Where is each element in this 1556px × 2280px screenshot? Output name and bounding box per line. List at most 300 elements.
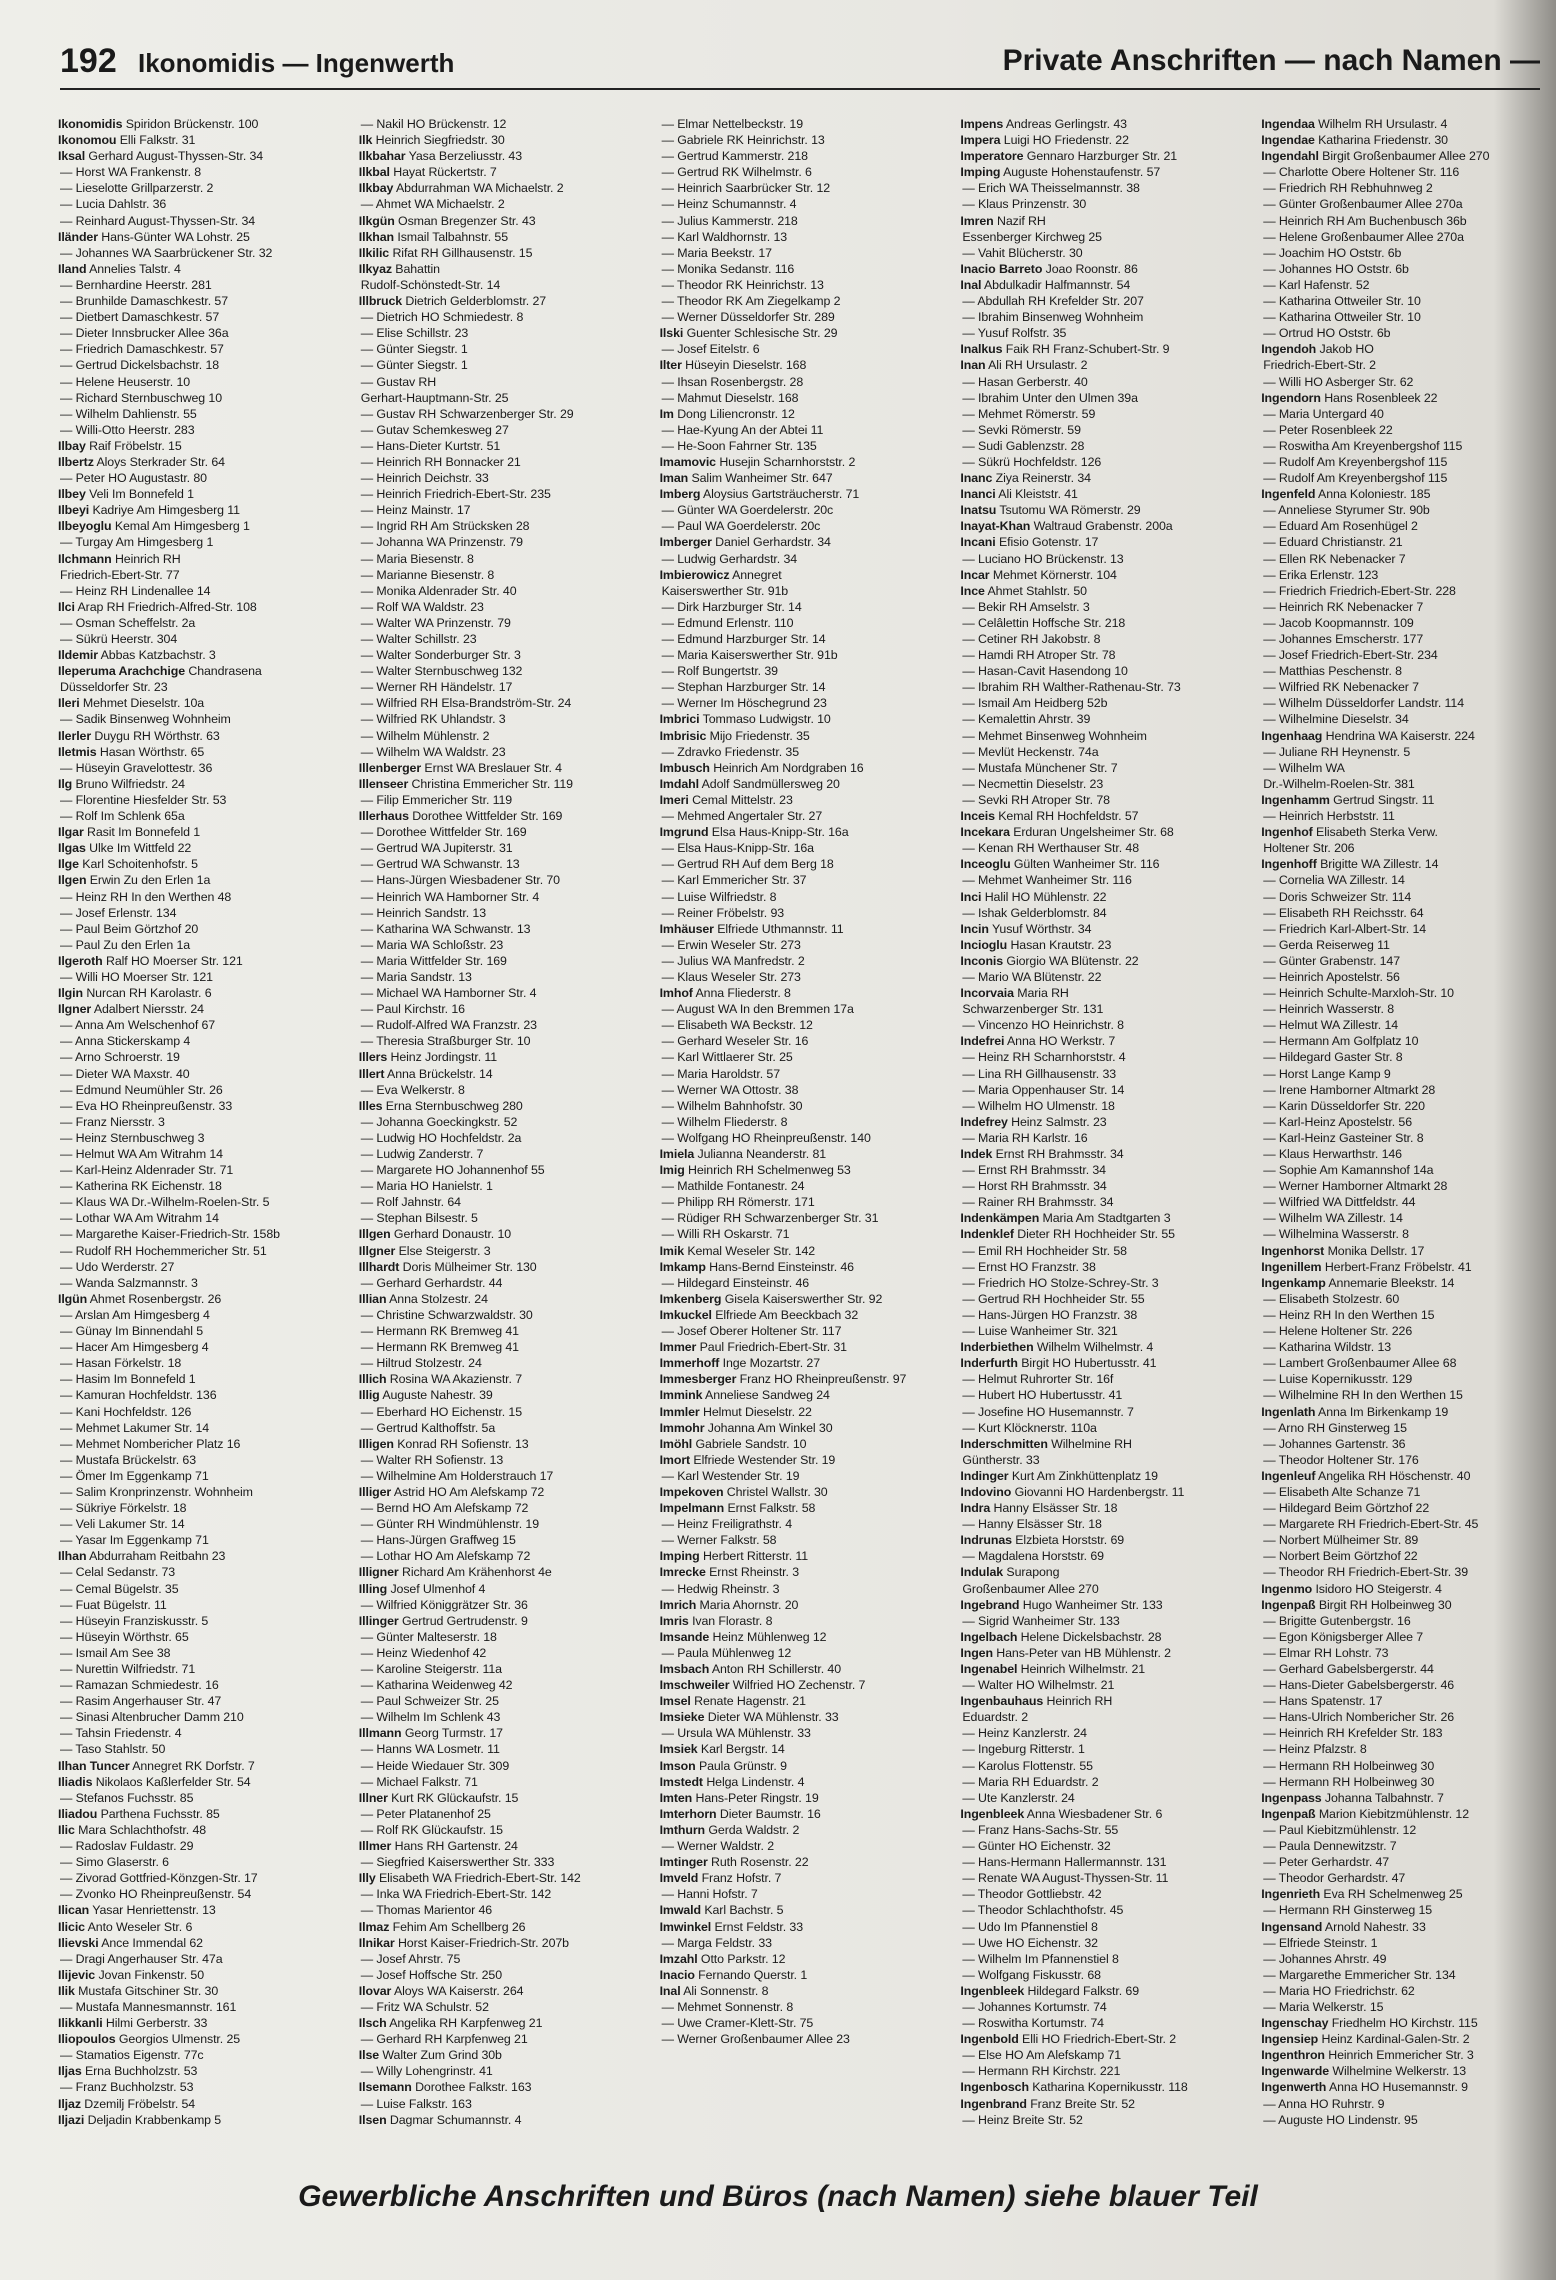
directory-entry [960, 148, 1247, 164]
entry-details: Ernst Feldstr. 33 [714, 1919, 803, 1934]
directory-entry [660, 1049, 947, 1065]
directory-entry [1261, 1387, 1548, 1403]
entry-details: Yasa Berzeliusstr. 43 [408, 149, 523, 164]
entry-surname: Incekara [960, 825, 1010, 840]
directory-entry [960, 261, 1247, 277]
entry-details: Gertrud Singstr. 11 [1333, 792, 1435, 807]
entry-details: Waltraud Grabenstr. 200a [1033, 519, 1173, 534]
entry-details: — Sükrü Hochfeldstr. 126 [962, 454, 1102, 469]
directory-entry [359, 1935, 646, 1951]
entry-surname: Ingendaa [1261, 117, 1315, 131]
directory-entry [960, 1902, 1247, 1918]
entry-surname: Ilik [58, 1983, 75, 1998]
entry-details: — Heinrich RH Krefelder Str. 183 [1263, 1726, 1443, 1741]
directory-entry [660, 937, 947, 953]
directory-entry [660, 1017, 947, 1033]
entry-details: Kemal Am Himgesberg 1 [114, 519, 250, 534]
entry-surname: Imping [960, 165, 1001, 180]
entry-details: — Heinrich Friedrich-Ebert-Str. 235 [360, 487, 551, 502]
entry-details: — Johannes Emscherstr. 177 [1263, 632, 1424, 646]
directory-entry [359, 808, 646, 824]
entry-details: — Thomas Marientor 46 [360, 1903, 493, 1918]
directory-entry [660, 422, 947, 438]
entry-details: — Ihsan Rosenbergstr. 28 [661, 374, 804, 389]
directory-entry [1261, 1613, 1548, 1629]
entry-details: — Sigrid Wanheimer Str. 133 [962, 1613, 1120, 1628]
directory-entry [359, 293, 646, 309]
directory-entry [960, 374, 1247, 390]
entry-details: Hanny Elsässer Str. 18 [993, 1501, 1118, 1516]
entry-surname: Inanci [960, 487, 996, 502]
entry-details: — Egon Königsberger Allee 7 [1263, 1629, 1424, 1644]
entry-details: Bruno Wilfriedstr. 24 [75, 776, 185, 791]
entry-details: Gerhart-Hauptmann-Str. 25 [360, 390, 509, 405]
entry-details: — Maria Untergard 40 [1263, 406, 1384, 421]
directory-entry [359, 2063, 646, 2079]
entry-details: Otto Parkstr. 12 [700, 1951, 786, 1966]
entry-details: Hasan Wörthstr. 65 [99, 744, 205, 759]
entry-details: Annemarie Bleekstr. 14 [1328, 1275, 1455, 1290]
entry-details: Rifat RH Gillhausenstr. 15 [392, 245, 533, 260]
directory-entry [960, 1854, 1247, 1870]
directory-entry [58, 213, 345, 229]
entry-details: — Peter HO Augustastr. 80 [60, 471, 207, 486]
directory-entry [359, 1597, 646, 1613]
entry-details: — Helmut WA Am Witrahm 14 [60, 1147, 223, 1161]
entry-details: Helmut Dieselstr. 22 [702, 1404, 812, 1419]
entry-surname: Immer [659, 1340, 697, 1355]
directory-entry [960, 196, 1247, 212]
entry-details: Ali RH Ursulastr. 2 [988, 358, 1088, 373]
entry-details: — Wilhelm Fliederstr. 8 [661, 1114, 788, 1129]
entry-surname: Ingenhof [1261, 825, 1313, 840]
directory-entry [660, 1548, 947, 1564]
directory-entry [58, 2015, 345, 2031]
directory-entry [359, 213, 646, 229]
entry-details: — Gertrud WA Schwanstr. 13 [360, 857, 520, 872]
directory-entry [58, 631, 345, 647]
entry-surname: Imschweiler [659, 1678, 730, 1693]
entry-surname: Impelmann [659, 1501, 725, 1516]
directory-entry [660, 728, 947, 744]
directory-entry [660, 1951, 947, 1967]
directory-entry [1261, 1677, 1548, 1693]
directory-entry [960, 567, 1247, 583]
entry-surname: Immink [659, 1388, 703, 1403]
directory-entry [58, 937, 345, 953]
directory-entry [58, 1291, 345, 1307]
directory-entry [58, 1790, 345, 1806]
directory-entry [660, 1098, 947, 1114]
entry-details: — Dietrich HO Schmiedestr. 8 [360, 310, 524, 325]
directory-entry [960, 1371, 1247, 1387]
directory-entry [359, 1725, 646, 1741]
entry-details: — Turgay Am Himgesberg 1 [60, 535, 214, 550]
entry-surname: Ilk [358, 133, 373, 148]
entry-details: — Marga Feldstr. 33 [661, 1935, 772, 1950]
directory-entry [359, 1870, 646, 1886]
entry-details: — Zivorad Gottfried-Könzgen-Str. 17 [60, 1871, 258, 1886]
entry-details: — Abdullah RH Krefelder Str. 207 [962, 294, 1144, 309]
directory-entry [960, 2031, 1247, 2047]
entry-surname: Incin [960, 921, 989, 936]
entry-details: — Hacer Am Himgesberg 4 [60, 1340, 209, 1355]
entry-surname: Imbusch [659, 760, 710, 775]
entry-details: Cemal Mittelstr. 23 [692, 792, 793, 807]
entry-details: Yusuf Wörthstr. 34 [991, 921, 1092, 936]
entry-details: Schwarzenberger Str. 131 [962, 1002, 1104, 1017]
entry-surname: Ildemir [58, 648, 98, 663]
directory-entry [960, 840, 1247, 856]
directory-entry [660, 1243, 947, 1259]
directory-entry [58, 1001, 345, 1017]
entry-details: — Josef Hoffsche Str. 250 [360, 1967, 503, 1982]
entry-details: Fehim Am Schellberg 26 [392, 1919, 526, 1934]
entry-details: Konrad RH Sofienstr. 13 [397, 1436, 529, 1451]
entry-details: Dr.-Wilhelm-Roelen-Str. 381 [1263, 776, 1415, 791]
entry-details: Hans-Bernd Einsteinstr. 46 [709, 1259, 854, 1274]
directory-entry [1261, 1307, 1548, 1323]
directory-entry [960, 1307, 1247, 1323]
entry-surname: Imren [960, 213, 994, 228]
entry-details: — Sudi Gablenzstr. 28 [962, 438, 1085, 453]
entry-details: Heinrich RH Schelmenweg 53 [688, 1163, 851, 1178]
entry-details: Kemal RH Hochfeldstr. 57 [998, 809, 1139, 824]
entry-details: Elfriede Uthmannstr. 11 [717, 921, 844, 936]
entry-details: — Erich WA Theisselmannstr. 38 [962, 181, 1140, 196]
directory-entry [660, 1725, 947, 1741]
entry-details: — Dorothee Wittfelder Str. 169 [360, 825, 527, 840]
directory-entry [58, 1146, 345, 1162]
entry-details: — Franz Niersstr. 3 [60, 1114, 165, 1129]
entry-surname: Imhof [659, 986, 693, 1001]
directory-entry [58, 551, 345, 567]
entry-surname: Ilnikar [358, 1935, 395, 1950]
entry-details: — Heinz Pfalzstr. 8 [1263, 1742, 1367, 1757]
directory-entry [359, 1339, 646, 1355]
entry-details: Elzbieta Horststr. 69 [1015, 1533, 1125, 1548]
entry-surname: Ilkbay [358, 181, 394, 196]
entry-surname: Inacio Barreto [960, 261, 1043, 276]
entry-details: — Mahmut Dieselstr. 168 [661, 390, 799, 405]
entry-surname: Iljaz [58, 2096, 81, 2111]
directory-entry [359, 1114, 646, 1130]
directory-entry [1261, 647, 1548, 663]
directory-entry [359, 1436, 646, 1452]
entry-surname: Imsiek [659, 1742, 698, 1757]
directory-entry [359, 1098, 646, 1114]
directory-entry [660, 1291, 947, 1307]
entry-details: — Günter Siegstr. 1 [360, 358, 468, 373]
directory-entry [58, 953, 345, 969]
entry-surname: Ingenhaag [1261, 728, 1323, 743]
entry-surname: Ilovar [358, 1983, 392, 1998]
directory-entry [660, 1967, 947, 1983]
directory-entry [1261, 1210, 1548, 1226]
entry-surname: Imwald [659, 1903, 701, 1918]
directory-entry [1261, 293, 1548, 309]
directory-entry [660, 213, 947, 229]
entry-surname: Inci [960, 889, 982, 904]
directory-entry [660, 567, 947, 583]
directory-entry [660, 615, 947, 631]
directory-columns [58, 116, 1548, 2146]
entry-details: — Eberhard HO Eichenstr. 15 [360, 1404, 523, 1419]
directory-entry [58, 1339, 345, 1355]
entry-surname: Illerhaus [358, 809, 409, 824]
entry-details: — Heinz RH Lindenallee 14 [60, 583, 211, 598]
entry-details: Elfriede Westender Str. 19 [693, 1452, 836, 1467]
entry-details: — Hiltrud Stolzestr. 24 [360, 1356, 482, 1371]
directory-entry [58, 695, 345, 711]
entry-details: Ulke Im Wittfeld 22 [89, 841, 192, 856]
entry-surname: Ingenwarde [1261, 2064, 1330, 2079]
entry-details: — Monika Aldenrader Str. 40 [360, 583, 517, 598]
entry-details: — Karl-Heinz Aldenrader Str. 71 [60, 1163, 234, 1178]
entry-surname: Imsbach [659, 1662, 710, 1676]
entry-details: Anneliese Sandweg 24 [705, 1388, 830, 1403]
entry-surname: Ingenpass [1261, 1790, 1322, 1805]
directory-entry [58, 1693, 345, 1709]
directory-entry [58, 132, 345, 148]
directory-entry [1261, 711, 1548, 727]
directory-entry [1261, 969, 1548, 985]
entry-details: — Karl-Heinz Apostelstr. 56 [1263, 1114, 1412, 1129]
entry-surname: Ilic [58, 1822, 75, 1837]
directory-entry [359, 1564, 646, 1580]
directory-entry [359, 1838, 646, 1854]
entry-details: — Charlotte Obere Holtener Str. 116 [1263, 165, 1460, 180]
entry-surname: Inacio [659, 1967, 695, 1982]
entry-surname: Illbruck [358, 294, 403, 309]
directory-entry [960, 1548, 1247, 1564]
entry-details: — Mustafa Brückelstr. 63 [60, 1452, 197, 1467]
directory-entry [960, 325, 1247, 341]
directory-entry [1261, 1017, 1548, 1033]
entry-surname: Ingenthron [1261, 2048, 1325, 2063]
entry-details: Heinrich Am Nordgraben 16 [713, 760, 864, 775]
entry-details: — Heinz Schumannstr. 4 [661, 197, 797, 212]
directory-entry [660, 1693, 947, 1709]
entry-surname: Imterhorn [659, 1806, 717, 1821]
entry-details: Ernst WA Breslauer Str. 4 [424, 760, 562, 775]
entry-details: — Erika Erlenstr. 123 [1263, 567, 1379, 582]
directory-entry [1261, 2031, 1548, 2047]
directory-entry [359, 132, 646, 148]
entry-details: — Paul Kirchstr. 16 [360, 1002, 465, 1017]
directory-entry [960, 1967, 1247, 1983]
entry-surname: Ilkgün [358, 213, 395, 228]
entry-details: Salim Wanheimer Str. 647 [691, 471, 833, 486]
entry-details: — Peter Gerhardstr. 47 [1263, 1855, 1390, 1870]
directory-entry [58, 1387, 345, 1403]
section-title: Private Anschriften — nach Namen — [1002, 44, 1540, 77]
entry-surname: Imbierowicz [659, 567, 730, 582]
entry-details: — Wilhelm WA [1263, 760, 1345, 775]
entry-details: — Theodor Holtener Str. 176 [1263, 1452, 1419, 1467]
directory-entry [660, 470, 947, 486]
entry-details: — Siegfried Kaiserswerther Str. 333 [360, 1855, 555, 1870]
entry-surname: Ingelbach [960, 1629, 1018, 1644]
entry-details: — Hae-Kyung An der Abtei 11 [661, 422, 824, 437]
directory-entry [1261, 1758, 1548, 1774]
entry-surname: Incani [960, 535, 996, 550]
directory-entry [660, 1275, 947, 1291]
directory-entry [1261, 1709, 1548, 1725]
entry-details: Nazif RH [996, 213, 1046, 228]
entry-details: — Hasan-Cavit Hasendong 10 [962, 664, 1128, 679]
directory-entry [359, 1323, 646, 1339]
entry-details: — Brigitte Gutenbergstr. 16 [1263, 1613, 1411, 1628]
entry-surname: Imsel [659, 1694, 691, 1709]
entry-details: — Ludwig HO Hochfeldstr. 2a [360, 1130, 522, 1145]
entry-surname: Ingenmo [1261, 1581, 1313, 1596]
directory-entry [960, 551, 1247, 567]
directory-entry [960, 245, 1247, 261]
directory-entry [660, 872, 947, 888]
entry-details: — Dragi Angerhauser Str. 47a [60, 1951, 223, 1966]
entry-details: — Ingeburg Ritterstr. 1 [962, 1742, 1085, 1757]
entry-details: — Kurt Klöcknerstr. 110a [962, 1420, 1097, 1435]
directory-entry [960, 1339, 1247, 1355]
entry-details: — Johanna Goeckingkstr. 52 [360, 1114, 518, 1129]
entry-details: Wilhelm RH Ursulastr. 4 [1318, 117, 1448, 131]
entry-details: Abbas Katzbachstr. 3 [100, 648, 216, 663]
entry-details: — Norbert Beim Görtzhof 22 [1263, 1549, 1418, 1564]
directory-entry [660, 534, 947, 550]
entry-details: — Sevki Römerstr. 59 [962, 422, 1081, 437]
entry-details: Abdulkadir Halfmannstr. 54 [984, 277, 1131, 292]
directory-entry [660, 132, 947, 148]
entry-details: — Christine Schwarzwaldstr. 30 [360, 1307, 533, 1322]
entry-details: — Hermann RK Bremweg 41 [360, 1340, 519, 1355]
directory-entry [660, 325, 947, 341]
directory-entry [58, 293, 345, 309]
entry-details: Heinrich RH [1046, 1694, 1113, 1709]
directory-entry [359, 2047, 646, 2063]
directory-entry [960, 1226, 1247, 1242]
entry-details: — Taso Stahlstr. 50 [60, 1742, 166, 1757]
directory-entry [660, 1806, 947, 1822]
entry-details: — Lambert Großenbaumer Allee 68 [1263, 1356, 1457, 1371]
entry-surname: Ilhan [58, 1549, 87, 1564]
directory-entry [960, 889, 1247, 905]
directory-entry [58, 1420, 345, 1436]
entry-details: Katharina Friedenstr. 30 [1318, 133, 1448, 148]
entry-details: — Richard Sternbuschweg 10 [60, 390, 223, 405]
entry-details: — Dieter WA Maxstr. 40 [60, 1066, 190, 1081]
directory-entry [660, 1629, 947, 1645]
entry-details: Ruth Rosenstr. 22 [711, 1855, 809, 1870]
directory-entry [1261, 1468, 1548, 1484]
entry-details: — Anneliese Styrumer Str. 90b [1263, 503, 1430, 518]
directory-entry [58, 1902, 345, 1918]
entry-surname: Inal [659, 1983, 681, 1998]
entry-details: — Hedwig Rheinstr. 3 [661, 1581, 780, 1596]
entry-details: — Elisabeth Alte Schanze 71 [1263, 1484, 1421, 1499]
entry-surname: Imort [659, 1452, 691, 1467]
entry-surname: Incioglu [960, 937, 1008, 952]
entry-details: — Norbert Mülheimer Str. 89 [1263, 1533, 1419, 1548]
directory-entry [359, 390, 646, 406]
directory-entry [1261, 2079, 1548, 2095]
entry-details: Tommaso Ludwigstr. 10 [702, 712, 831, 727]
entry-surname: Illing [358, 1581, 388, 1596]
entry-details: — Mehmet Sonnenstr. 8 [661, 1999, 794, 2014]
entry-details: — Josef Erlenstr. 134 [60, 905, 177, 920]
entry-surname: Iland [58, 261, 87, 276]
directory-entry [960, 486, 1247, 502]
directory-entry [660, 486, 947, 502]
directory-entry [960, 1484, 1247, 1500]
entry-details: — Udo Werderstr. 27 [60, 1259, 175, 1274]
entry-details: — Emil RH Hochheider Str. 58 [962, 1243, 1127, 1258]
directory-entry [58, 2031, 345, 2047]
directory-entry [660, 245, 947, 261]
directory-entry [1261, 470, 1548, 486]
directory-column [359, 116, 646, 2146]
entry-surname: Imstedt [659, 1774, 703, 1789]
directory-entry [1261, 502, 1548, 518]
directory-entry [960, 1146, 1247, 1162]
entry-details: Mustafa Gitschiner Str. 30 [78, 1983, 219, 1998]
entry-details: Hasan Krautstr. 23 [1010, 937, 1112, 952]
directory-entry [58, 728, 345, 744]
directory-entry [58, 1999, 345, 2015]
directory-entry [660, 1355, 947, 1371]
entry-details: — Rolf Jahnstr. 64 [360, 1195, 461, 1210]
directory-entry [359, 695, 646, 711]
entry-surname: Illian [358, 1291, 387, 1306]
entry-details: — Helmut Ruhrorter Str. 16f [962, 1372, 1114, 1387]
directory-entry [359, 1661, 646, 1677]
directory-entry [1261, 1436, 1548, 1452]
entry-details: — Hildegard Beim Görtzhof 22 [1263, 1501, 1430, 1516]
directory-entry [660, 1500, 947, 1516]
entry-surname: Ingenrieth [1261, 1887, 1321, 1902]
entry-surname: Imson [659, 1758, 696, 1773]
entry-details: — Elisabeth Stolzestr. 60 [1263, 1291, 1400, 1306]
entry-details: Dagmar Schumannstr. 4 [389, 2112, 522, 2127]
entry-details: — Willi HO Asberger Str. 62 [1263, 374, 1414, 389]
directory-entry [960, 1999, 1247, 2015]
directory-entry [58, 1082, 345, 1098]
directory-entry [660, 551, 947, 567]
entry-details: — Bekir RH Amselstr. 3 [962, 599, 1090, 614]
directory-entry [359, 1082, 646, 1098]
entry-details: Aloys WA Kaiserstr. 264 [393, 1983, 524, 1998]
entry-details: — Walter WA Prinzenstr. 79 [360, 615, 511, 630]
entry-details: Auguste Nahestr. 39 [382, 1388, 493, 1403]
entry-details: — He-Soon Fahrner Str. 135 [661, 438, 817, 453]
directory-entry [1261, 1162, 1548, 1178]
entry-details: — Uwe Cramer-Klett-Str. 75 [661, 2016, 814, 2031]
entry-details: — Jacob Koopmannstr. 109 [1263, 615, 1414, 630]
directory-entry [1261, 1049, 1548, 1065]
directory-entry [359, 1758, 646, 1774]
directory-entry [960, 1114, 1247, 1130]
directory-entry [58, 1516, 345, 1532]
page-number: 192 [60, 42, 117, 80]
entry-details: — Hasan Gerberstr. 40 [962, 374, 1088, 389]
entry-details: — Ingrid RH Am Strücksken 28 [360, 519, 530, 534]
entry-details: — Johannes Gartenstr. 36 [1263, 1436, 1406, 1451]
entry-details: — Rasim Angerhauser Str. 47 [60, 1694, 222, 1709]
entry-details: Hans RH Gartenstr. 24 [394, 1839, 518, 1854]
directory-entry [1261, 856, 1548, 872]
entry-surname: Ikonomou [58, 133, 117, 148]
directory-entry [960, 390, 1247, 406]
